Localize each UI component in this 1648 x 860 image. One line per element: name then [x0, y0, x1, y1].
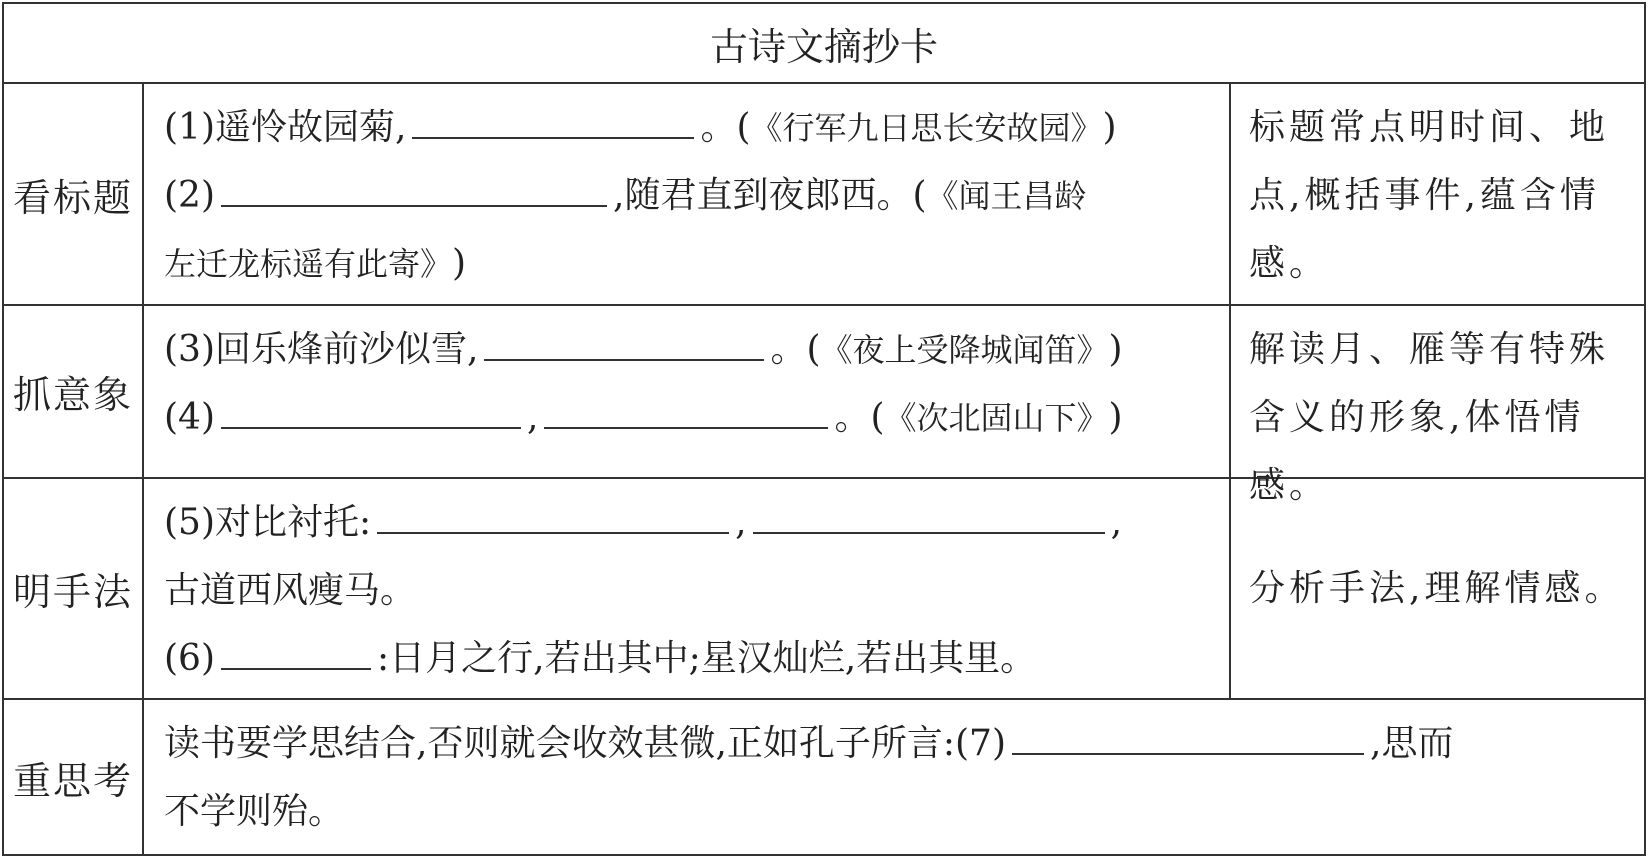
answer-blank[interactable] — [484, 329, 764, 361]
row-content — [144, 479, 1229, 698]
row-content — [144, 84, 1229, 304]
answer-blank[interactable] — [221, 638, 371, 670]
question-text: 古道西风瘦马。 — [164, 570, 417, 611]
card-title-row — [4, 4, 1644, 84]
question-text: ,随君直到夜郎西。( — [613, 175, 927, 216]
answer-blank[interactable] — [377, 502, 729, 534]
row-label: 明手法 — [4, 479, 144, 698]
poem-source: 《行军九日思长安故园》 — [750, 109, 1103, 147]
row-label: 看标题 — [4, 84, 144, 304]
question-text: (3)回乐烽前沙似雪, — [164, 329, 479, 370]
row-label: 抓意象 — [4, 306, 144, 477]
answer-blank[interactable] — [221, 175, 607, 207]
question-line-3 — [164, 230, 1209, 298]
question-text: , — [527, 397, 539, 438]
question-line-2 — [164, 162, 1209, 230]
question-text: (4) — [164, 397, 215, 438]
question-text: 。( — [834, 397, 885, 438]
question-text: ,思而 — [1370, 723, 1454, 764]
row-label: 重思考 — [4, 700, 144, 854]
question-text: 不学则殆。 — [164, 791, 345, 832]
poem-source: 《闻王昌龄 — [926, 177, 1087, 215]
question-line-7 — [164, 710, 1626, 778]
excerpt-card — [2, 2, 1646, 856]
answer-blank[interactable] — [1012, 723, 1364, 755]
row-reflection — [4, 700, 1644, 854]
poem-source: 《次北固山下》 — [884, 399, 1109, 437]
answer-blank[interactable] — [544, 397, 828, 429]
question-line-3 — [164, 316, 1209, 384]
question-text: (1)遥怜故园菊, — [164, 107, 407, 148]
question-text: (5)对比衬托: — [164, 502, 372, 543]
question-text: , — [1110, 502, 1123, 543]
question-text: 读书要学思结合,否则就会收效甚微,正如孔子所言:(7) — [164, 723, 1007, 764]
row-content — [144, 306, 1229, 477]
question-line-6 — [164, 625, 1209, 693]
question-text: 。( — [700, 107, 751, 148]
card-title: 古诗文摘抄卡 — [709, 24, 938, 69]
question-line-1 — [164, 94, 1209, 162]
question-text: ) — [452, 243, 467, 284]
row-title-reading — [4, 84, 1644, 306]
row-note: 分析手法,理解情感。 — [1229, 479, 1644, 698]
question-text: (2) — [164, 175, 215, 216]
row-note: 解读月、雁等有特殊含义的形象,体悟情感。 — [1229, 306, 1644, 477]
question-line-4 — [164, 384, 1209, 452]
question-text: ) — [1108, 329, 1123, 370]
question-text: ) — [1102, 107, 1117, 148]
question-line-5-cont — [164, 557, 1209, 625]
question-line-5 — [164, 489, 1209, 557]
answer-blank[interactable] — [753, 502, 1105, 534]
row-imagery — [4, 306, 1644, 506]
row-technique — [4, 479, 1644, 700]
question-text: (6) — [164, 638, 215, 679]
question-text: , — [735, 502, 747, 543]
answer-blank[interactable] — [221, 397, 521, 429]
answer-blank[interactable] — [412, 107, 694, 139]
row-content — [144, 700, 1644, 854]
question-text: :日月之行,若出其中;星汉灿烂,若出其里。 — [377, 638, 1037, 679]
poem-source: 左迁龙标遥有此寄》 — [164, 245, 453, 283]
poem-source: 《夜上受降城闻笛》 — [820, 331, 1109, 369]
question-text: ) — [1108, 397, 1123, 438]
question-line-7-cont — [164, 778, 1626, 846]
question-text: 。( — [770, 329, 821, 370]
row-note: 标题常点明时间、地点,概括事件,蕴含情感。 — [1229, 84, 1644, 304]
